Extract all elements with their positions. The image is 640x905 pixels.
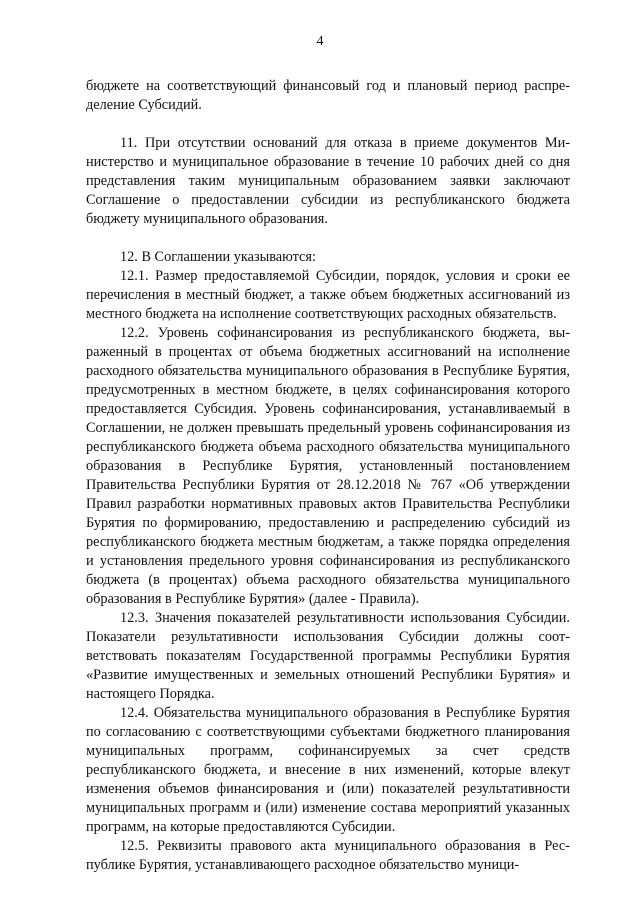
- paragraph-12-2: 12.2. Уровень софинансирования из республиканского бюджета, выраженный в процентах от объема бюджетных ассигнований на исполнение расходного обязательства муниципального образования в Республике Бурятия, предусмотренных в местном бюджете, в целях софинансирования которого предоставляется Субсидия. Уровень софинансирования, устанавливаемый в Соглашении, не должен превышать предельный уровень софинансирования из республиканского бюджета объема расходного обязательства муниципального образования в Республике Бурятия, установленный постановлением Правительства Республики Бурятия от 28.12.2018 № 767 «Об утверждении Правил разработки нормативных правовых актов Правительства Республики Бурятия по формированию, предоставлению и распределению субсидий из республиканского бюджета местным бюджетам, а также порядка определения и установления предельного уровня софинансирования из республиканского бюджета (в процентах) объема расходного обязательства муниципального образования в Республике Бурятия» (далее - Правила).: [86, 325, 570, 607]
- paragraph-12-1: 12.1. Размер предоставляемой Субсидии, порядок, условия и сроки ее перечисления в местный бюджет, а также объем бюджетных ассигнований из местного бюджета на исполнение соответствующих расходных обязательств.: [86, 268, 570, 322]
- document-body: [86, 77, 570, 875]
- paragraph-continuation: бюджете на соответствующий финансовый год и плановый период распределение Субсидий.: [86, 78, 570, 113]
- paragraph-12-4: 12.4. Обязательства муниципального образования в Республике Бурятия по согласованию с соответствующими субъектами бюджетного планирования муниципальных программ, софинансируемых за счет средств республиканского бюджета, и внесение в них изменений, которые влекут изменения объемов финансирования и (или) показателей результативности муниципальных программ и (или) изменение состава мероприятий указанных программ, на которые предоставляются Субсидии.: [86, 705, 570, 835]
- paragraph-12-3: 12.3. Значения показателей результативности использования Субсидии. Показатели результативности использования Субсидии должны соответствовать показателям Государственной программы Республики Бурятия «Развитие имущественных и земельных отношений Республики Бурятия» и настоящего Порядка.: [86, 610, 570, 702]
- page-number: 4: [316, 34, 324, 49]
- paragraph-11: 11. При отсутствии оснований для отказа в приеме документов Министерство и муниципальное образование в течение 10 рабочих дней со дня представления таким муниципальным образованием заявки заключают Соглашение о предоставлении субсидии из республиканского бюджета бюджету муниципального образования.: [86, 135, 570, 227]
- paragraph-gap: [86, 115, 570, 134]
- paragraph-12-5: 12.5. Реквизиты правового акта муниципального образования в Республике Бурятия, устанавливающего расходное обязательство муници-: [86, 838, 570, 873]
- paragraph-12: 12. В Соглашении указываются:: [120, 249, 316, 265]
- paragraph-gap: [86, 229, 570, 248]
